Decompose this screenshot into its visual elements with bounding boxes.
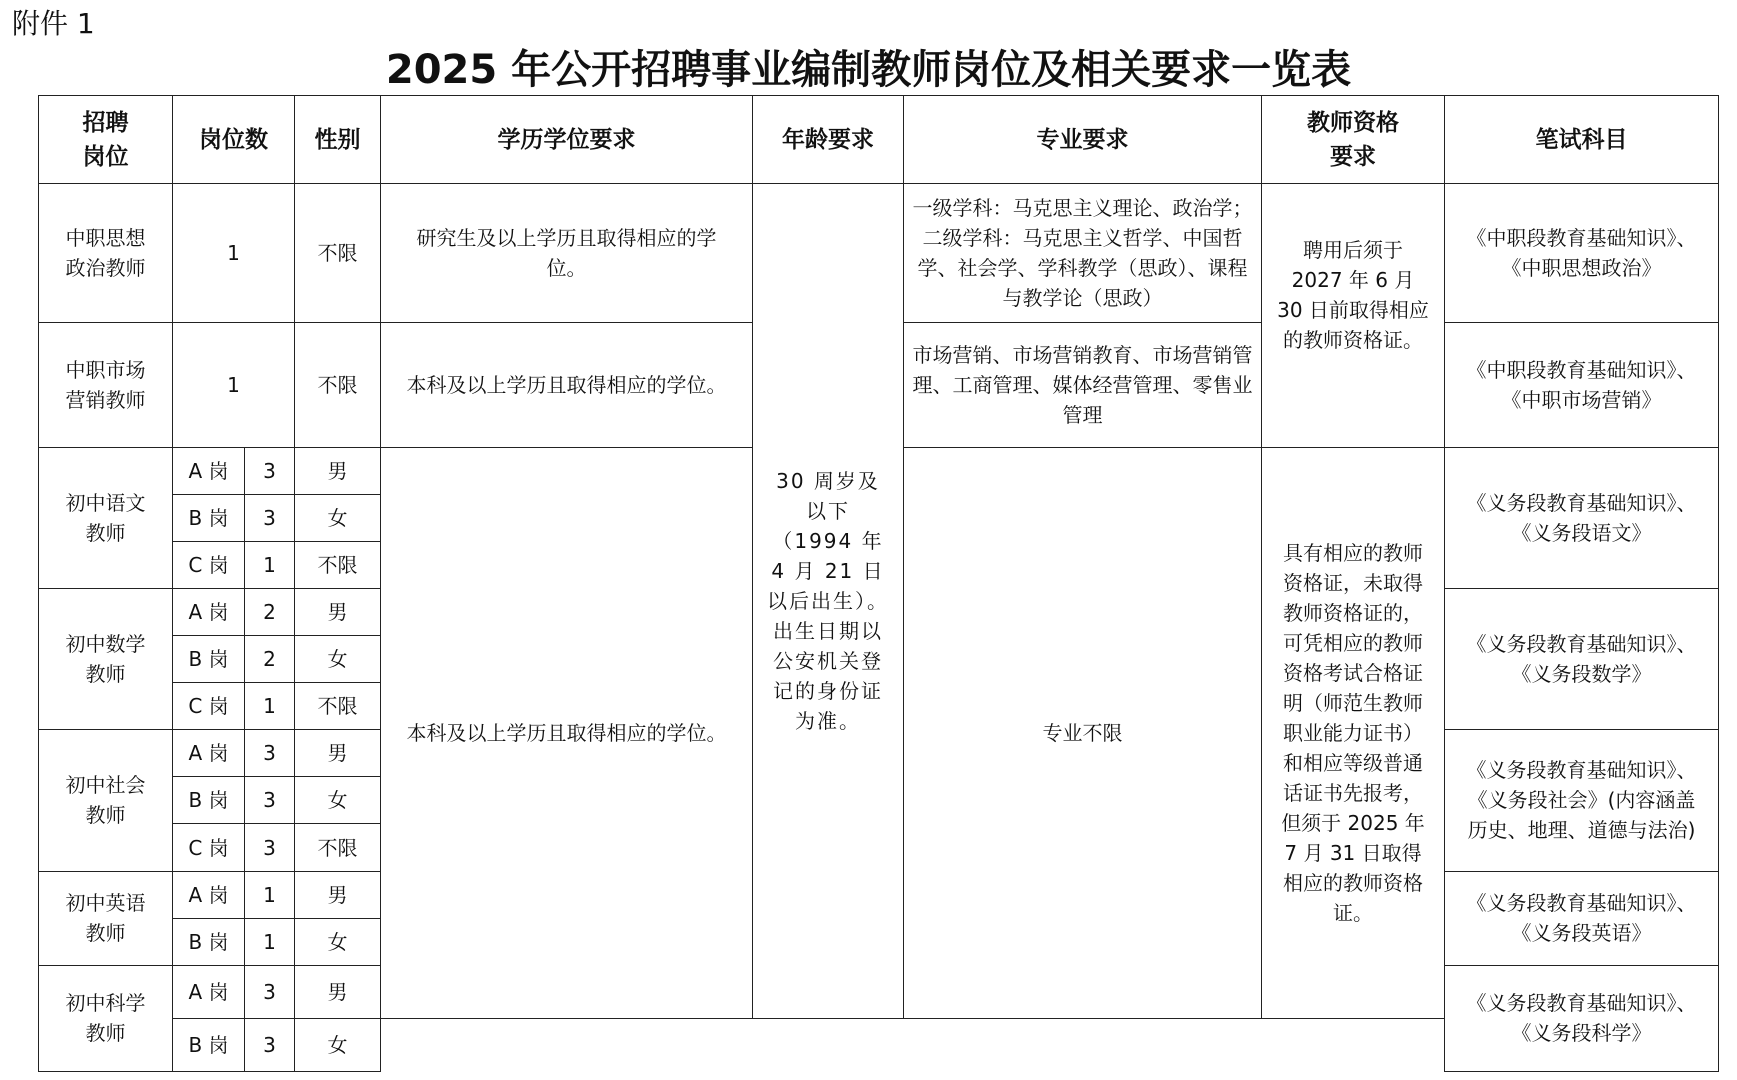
post-label: B 岗: [173, 777, 245, 824]
post-label: A 岗: [173, 871, 245, 918]
post-gender: 女: [295, 494, 381, 541]
position-count: 1: [173, 323, 295, 447]
post-count: 3: [245, 1018, 295, 1071]
position-name: 初中数学 教师: [39, 588, 173, 729]
major-requirement: 一级学科：马克思主义理论、政治学；二级学科：马克思主义哲学、中国哲学、社会学、学科教学（思政）、课程与教学论（思政）: [904, 184, 1262, 323]
page-title: 2025 年公开招聘事业编制教师岗位及相关要求一览表: [385, 47, 1352, 93]
post-count: 3: [245, 447, 295, 494]
header-count: 岗位数: [173, 96, 295, 184]
post-label: B 岗: [173, 494, 245, 541]
exam-subjects: 《中职段教育基础知识》、 《中职市场营销》: [1445, 323, 1719, 447]
major-requirement: 专业不限: [904, 447, 1262, 1018]
post-count: 3: [245, 494, 295, 541]
education-requirement: 本科及以上学历且取得相应的学位。: [381, 447, 753, 1018]
post-gender: 不限: [295, 824, 381, 871]
post-label: B 岗: [173, 636, 245, 683]
position-name: 初中英语 教师: [39, 871, 173, 965]
post-gender: 女: [295, 777, 381, 824]
post-count: 3: [245, 730, 295, 777]
post-count: 3: [245, 965, 295, 1018]
cert-requirement: 具有相应的教师资格证，未取得教师资格证的，可凭相应的教师资格考试合格证明（师范生教师职业能力证书）和相应等级普通话证书先报考，但须于 2025 年 7 月 31 日取得相应的教师资格证。: [1262, 447, 1445, 1018]
post-gender: 男: [295, 965, 381, 1018]
post-count: 3: [245, 824, 295, 871]
post-gender: 女: [295, 1018, 381, 1071]
post-label: A 岗: [173, 965, 245, 1018]
position-name: 初中科学 教师: [39, 965, 173, 1071]
post-label: C 岗: [173, 683, 245, 730]
header-position: 招聘 岗位: [39, 96, 173, 184]
post-label: B 岗: [173, 1018, 245, 1071]
header-major: 专业要求: [904, 96, 1262, 184]
cert-requirement: 聘用后须于 2027 年 6 月 30 日前取得相应的教师资格证。: [1262, 184, 1445, 448]
post-gender: 男: [295, 588, 381, 635]
exam-subjects: 《中职段教育基础知识》、 《中职思想政治》: [1445, 184, 1719, 323]
exam-subjects: 《义务段教育基础知识》、 《义务段数学》: [1445, 588, 1719, 729]
header-education: 学历学位要求: [381, 96, 753, 184]
position-count: 1: [173, 184, 295, 323]
post-gender: 男: [295, 730, 381, 777]
post-label: A 岗: [173, 730, 245, 777]
exam-subjects: 《义务段教育基础知识》、 《义务段语文》: [1445, 447, 1719, 588]
header-age: 年龄要求: [753, 96, 904, 184]
header-row: [39, 96, 1719, 184]
post-gender: 女: [295, 636, 381, 683]
post-count: 2: [245, 636, 295, 683]
age-requirement: 30 周岁及以下（1994 年 4 月 21 日以后出生）。出生日期以公安机关登记的身份证为准。: [753, 184, 904, 1019]
positions-table: [38, 95, 1719, 1072]
exam-subjects: 《义务段教育基础知识》、 《义务段科学》: [1445, 965, 1719, 1071]
exam-subjects: 《义务段教育基础知识》、 《义务段社会》(内容涵盖 历史、地理、道德与法治): [1445, 730, 1719, 871]
header-cert: 教师资格 要求: [1262, 96, 1445, 184]
post-gender: 女: [295, 918, 381, 965]
post-gender: 男: [295, 447, 381, 494]
post-label: C 岗: [173, 824, 245, 871]
post-count: 1: [245, 918, 295, 965]
post-label: A 岗: [173, 447, 245, 494]
position-name: 中职市场 营销教师: [39, 323, 173, 447]
position-gender: 不限: [295, 184, 381, 323]
post-gender: 不限: [295, 683, 381, 730]
attachment-label: 附件 1: [12, 7, 95, 40]
post-gender: 男: [295, 871, 381, 918]
major-requirement: 市场营销、市场营销教育、市场营销管理、工商管理、媒体经营管理、零售业管理: [904, 323, 1262, 447]
table-row: [39, 184, 1719, 323]
post-label: A 岗: [173, 588, 245, 635]
exam-subjects: 《义务段教育基础知识》、 《义务段英语》: [1445, 871, 1719, 965]
position-gender: 不限: [295, 323, 381, 447]
education-requirement: 研究生及以上学历且取得相应的学 位。: [381, 184, 753, 323]
post-count: 1: [245, 871, 295, 918]
header-exam: 笔试科目: [1445, 96, 1719, 184]
education-requirement: 本科及以上学历且取得相应的学位。: [381, 323, 753, 447]
post-label: B 岗: [173, 918, 245, 965]
post-gender: 不限: [295, 541, 381, 588]
position-name: 初中语文 教师: [39, 447, 173, 588]
post-count: 1: [245, 541, 295, 588]
post-count: 2: [245, 588, 295, 635]
position-name: 初中社会 教师: [39, 730, 173, 871]
post-count: 3: [245, 777, 295, 824]
header-gender: 性别: [295, 96, 381, 184]
post-count: 1: [245, 683, 295, 730]
post-label: C 岗: [173, 541, 245, 588]
position-name: 中职思想 政治教师: [39, 184, 173, 323]
